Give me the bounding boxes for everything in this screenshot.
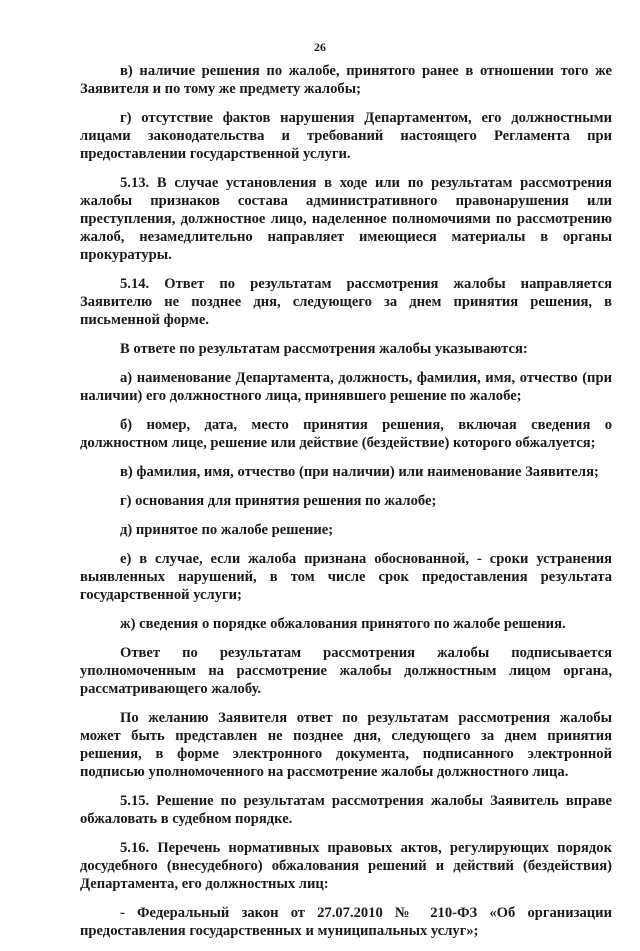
paragraph-5-16: 5.16. Перечень нормативных правовых актов, регулирующих порядок досудебного (внесудебного) обжалования решений и действий (бездействия) Департамента, его должностных лиц:: [80, 840, 612, 892]
paragraph-5-15: 5.15. Решение по результатам рассмотрения жалобы Заявитель вправе обжаловать в судебном порядке.: [80, 793, 612, 827]
paragraph-5-14: 5.14. Ответ по результатам рассмотрения жалобы направляется Заявителю не позднее дня, следующего за днем принятия решения, в письменной форме.: [80, 276, 612, 328]
paragraph-electronic-answer: По желанию Заявителя ответ по результатам рассмотрения жалобы может быть представлен не позднее дня, следующего за днем принятия решения, в форме электронного документа, подписанного электронной подписью уполномоченного на рассмотрение жалобы должностного лица.: [80, 710, 612, 780]
paragraph-d-decision: д) принятое по жалобе решение;: [120, 522, 334, 538]
paragraph-federal-law-210: - Федеральный закон от 27.07.2010 № 210-ФЗ «Об организации предоставления государственных и муниципальных услуг»;: [80, 905, 612, 939]
paragraph-v-applicant-name: в) фамилия, имя, отчество (при наличии) или наименование Заявителя;: [120, 464, 599, 480]
paragraph-zh-appeal-procedure: ж) сведения о порядке обжалования принятого по жалобе решения.: [120, 616, 566, 632]
paragraph-answer-signature: Ответ по результатам рассмотрения жалобы подписывается уполномоченным на рассмотрение жалобы должностным лицом органа, рассматривающего жалобу.: [80, 645, 612, 697]
paragraph-5-13: 5.13. В случае установления в ходе или по результатам рассмотрения жалобы признаков состава административного правонарушения или преступления, должностное лицо, наделенное полномочиями по рассмотрению жалоб, незамедлительно направляет имеющиеся материалы в органы прокуратуры.: [80, 175, 612, 263]
paragraph-g-decision-grounds: г) основания для принятия решения по жалобе;: [120, 493, 437, 509]
paragraph-e-deadlines: е) в случае, если жалоба признана обоснованной, - сроки устранения выявленных нарушений, в том числе срок предоставления результата государственной услуги;: [80, 551, 612, 603]
paragraph-g-no-violations: г) отсутствие фактов нарушения Департаментом, его должностными лицами законодательства и требований настоящего Регламента при предоставлении государственной услуги.: [80, 110, 612, 162]
paragraph-b-decision-details: б) номер, дата, место принятия решения, включая сведения о должностном лице, решение или действие (бездействие) которого обжалуется;: [80, 417, 612, 451]
document-body: [80, 62, 612, 951]
paragraph-v-previous-decision: в) наличие решения по жалобе, принятого ранее в отношении того же Заявителя и по тому же предмету жалобы;: [80, 63, 612, 97]
paragraph-answer-contents-intro: В ответе по результатам рассмотрения жалобы указываются:: [120, 341, 528, 357]
page-number: 26: [314, 40, 326, 54]
paragraph-a-department-name: а) наименование Департамента, должность, фамилия, имя, отчество (при наличии) его должностного лица, принявшего решение по жалобе;: [80, 370, 612, 404]
